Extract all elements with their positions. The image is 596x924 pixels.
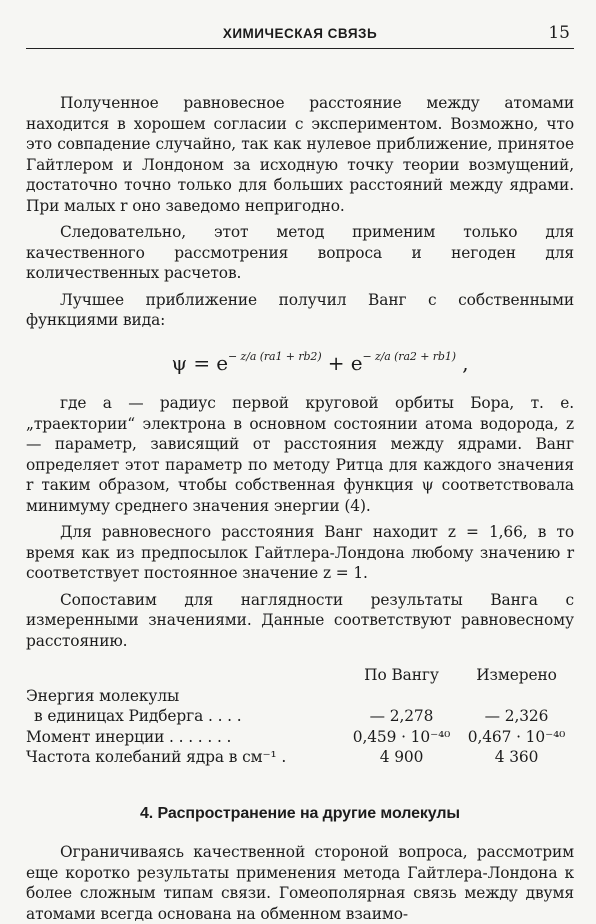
col-header-wang: По Вангу — [364, 666, 439, 684]
row-label: Частота колебаний ядра в см⁻¹ . — [26, 748, 287, 766]
table-cell-empty — [344, 686, 459, 707]
formula-exponent-2: − z/a (ra2 + rb1) — [362, 349, 456, 363]
row-wang-value: 4 900 — [379, 748, 424, 766]
row-label: в единицах Ридберга . . . . — [34, 707, 242, 725]
table-header-blank — [26, 665, 344, 686]
wang-formula — [46, 347, 594, 374]
comparison-table — [26, 665, 574, 768]
row-label: Момент инерции . . . . . . . — [26, 727, 232, 746]
table-group-row — [26, 686, 574, 707]
table-header-row — [26, 665, 574, 686]
section-paragraph: Ограничиваясь качественной стороной вопроса, рассмотрим еще коротко результаты применения метода Гайтлера-Лондона к более сложным типам связи. Гомеополярная связь между двумя атомами всегда основана на обменном взаимо- — [26, 843, 574, 923]
row-measured-value: — 2,326 — [484, 707, 549, 725]
running-title: ХИМИЧЕСКАЯ СВЯЗЬ — [222, 26, 378, 41]
table-cell-empty — [459, 686, 574, 707]
table-row — [26, 706, 574, 727]
table-row — [26, 727, 574, 748]
row-wang-value: 0,459 · 10⁻⁴⁰ — [352, 727, 451, 746]
paragraph-6: Сопоставим для наглядности результаты Ванга с измеренными значениями. Данные соответствуют равновесному расстоянию. — [26, 590, 574, 650]
formula-comma: , — [462, 350, 469, 375]
col-header-measured: Измерено — [476, 666, 557, 684]
page-header — [26, 20, 574, 49]
table-row — [26, 747, 574, 768]
group-label: Энергия молекулы — [26, 686, 180, 705]
paragraph-4: где a — радиус первой круговой орбиты Бора, т. е. „траектории“ электрона в основном состоянии атома водорода, z — параметр, зависящий от расстояния между ядрами. Ванг определяет этот параметр по методу Ритца для каждого значения r таким образом, чтобы собственная функция ψ соответствовала минимуму среднего значения энергии (4). — [26, 394, 574, 515]
row-measured-value: 0,467 · 10⁻⁴⁰ — [467, 727, 566, 746]
page-body — [26, 93, 574, 924]
formula-plus: + e — [327, 350, 363, 375]
formula-lhs: ψ = e — [171, 350, 229, 375]
formula-exponent-1: − z/a (ra1 + rb2) — [228, 349, 322, 363]
paragraph-1: Полученное равновесное расстояние между атомами находится в хорошем согласии с экспериментом. Возможно, что это совпадение случайно, так как нулевое приближение, принятое Гайтлером и Лондоном за исходную точку теории возмущений, достаточно точно только для больших расстояний между ядрами. При малых r оно заведомо непригодно. — [26, 94, 574, 215]
row-wang-value: — 2,278 — [369, 707, 434, 725]
section-heading: 4. Распространение на другие молекулы — [139, 804, 460, 822]
book-page — [26, 20, 574, 924]
paragraph-3: Лучшее приближение получил Ванг с собственными функциями вида: — [26, 290, 574, 329]
page-number: 15 — [548, 23, 570, 43]
paragraph-2: Следовательно, этот метод применим только для качественного рассмотрения вопроса и негоден для количественных расчетов. — [26, 223, 574, 282]
row-measured-value: 4 360 — [494, 748, 539, 766]
paragraph-5: Для равновесного расстояния Ванг находит z = 1,66, в то время как из предпосылок Гайтлера-Лондона любому значению r соответствует постоянное значение z = 1. — [26, 523, 574, 582]
